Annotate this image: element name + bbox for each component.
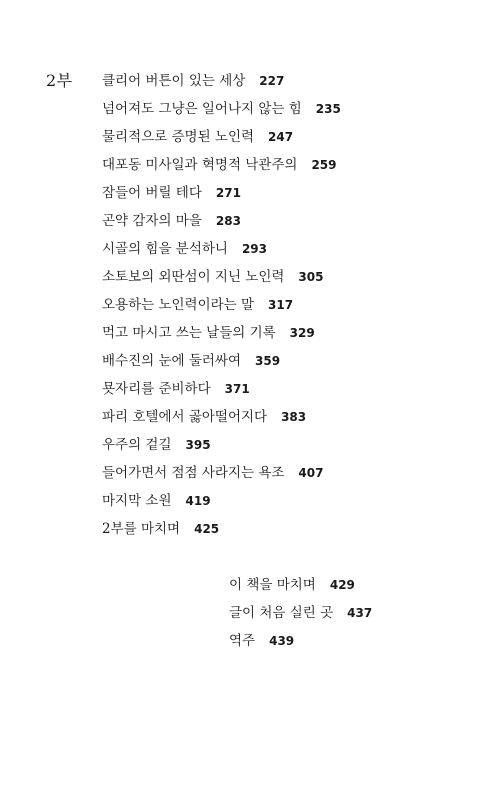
toc-entry xyxy=(102,207,341,235)
toc-entry xyxy=(102,319,341,347)
toc-entry-page: 247 xyxy=(268,130,294,144)
toc-entry-title: 곤약 감자의 마을 xyxy=(102,213,202,229)
toc-entry-title: 물리적으로 증명된 노인력 xyxy=(102,129,255,145)
toc-entry xyxy=(102,263,341,291)
toc-entry xyxy=(102,291,341,319)
part-label: 2부 xyxy=(46,71,73,90)
back-matter-title: 이 책을 마치며 xyxy=(229,577,316,593)
toc-entry xyxy=(102,95,341,123)
toc-entry xyxy=(102,123,341,151)
toc-entry-page: 271 xyxy=(215,186,241,200)
toc-entry xyxy=(102,151,341,179)
toc-entry-page: 407 xyxy=(298,466,324,480)
toc-entry xyxy=(102,459,341,487)
toc-entry-title: 오용하는 노인력이라는 말 xyxy=(102,297,255,313)
toc-entry xyxy=(102,515,341,543)
back-matter-entry xyxy=(229,627,372,655)
toc-entry xyxy=(102,235,341,263)
toc-entry-page: 293 xyxy=(241,242,268,256)
toc-entry-page: 235 xyxy=(315,102,341,116)
toc-entry xyxy=(102,375,341,403)
toc-entry-page: 383 xyxy=(281,410,307,424)
toc-list xyxy=(102,67,341,543)
toc-entry xyxy=(102,179,341,207)
toc-entry-title: 배수진의 눈에 둘러싸여 xyxy=(102,353,241,369)
back-matter-title: 글이 처음 실린 곳 xyxy=(229,605,334,621)
back-matter-title: 역주 xyxy=(229,633,256,649)
toc-entry-page: 371 xyxy=(224,382,250,396)
toc-entry-page: 317 xyxy=(268,298,294,312)
back-matter-entry xyxy=(229,599,372,627)
back-matter-page: 439 xyxy=(269,634,295,648)
toc-entry-page: 305 xyxy=(298,270,324,284)
toc-entry-page: 359 xyxy=(255,354,281,368)
toc-entry-page: 395 xyxy=(185,438,211,452)
toc-entry-title: 파리 호텔에서 곯아떨어지다 xyxy=(102,409,268,425)
toc-entry xyxy=(102,487,341,515)
toc-entry-page: 227 xyxy=(259,74,285,88)
toc-entry-page: 329 xyxy=(289,326,315,340)
toc-entry-title: 넘어져도 그냥은 일어나지 않는 힘 xyxy=(102,101,302,117)
toc-entry-title: 묫자리를 준비하다 xyxy=(102,381,211,397)
toc-entry-page: 259 xyxy=(311,158,337,172)
toc-entry-title: 마지막 소원 xyxy=(102,493,172,509)
toc-entry xyxy=(102,67,341,95)
toc-entry xyxy=(102,403,341,431)
toc-entry xyxy=(102,431,341,459)
toc-entry xyxy=(102,347,341,375)
back-matter-page: 437 xyxy=(347,606,373,620)
toc-entry-title: 시골의 힘을 분석하니 xyxy=(102,241,228,257)
back-matter-list xyxy=(229,571,372,655)
toc-entry-title: 우주의 겉길 xyxy=(102,437,172,453)
toc-entry-title: 대포동 미사일과 혁명적 낙관주의 xyxy=(102,157,298,173)
toc-entry-page: 283 xyxy=(215,214,241,228)
toc-entry-title: 먹고 마시고 쓰는 날들의 기록 xyxy=(102,325,276,341)
toc-entry-page: 419 xyxy=(185,494,211,508)
toc-entry-title: 잠들어 버릴 테다 xyxy=(102,185,202,201)
toc-entry-title: 클리어 버튼이 있는 세상 xyxy=(102,73,246,89)
toc-entry-page: 425 xyxy=(194,522,220,536)
back-matter-page: 429 xyxy=(329,578,355,592)
toc-entry-title: 소토보의 외딴섬이 지닌 노인력 xyxy=(102,269,285,285)
toc-entry-title: 들어가면서 점점 사라지는 욕조 xyxy=(102,465,285,481)
back-matter-entry xyxy=(229,571,372,599)
toc-entry-title: 2부를 마치며 xyxy=(102,521,181,537)
